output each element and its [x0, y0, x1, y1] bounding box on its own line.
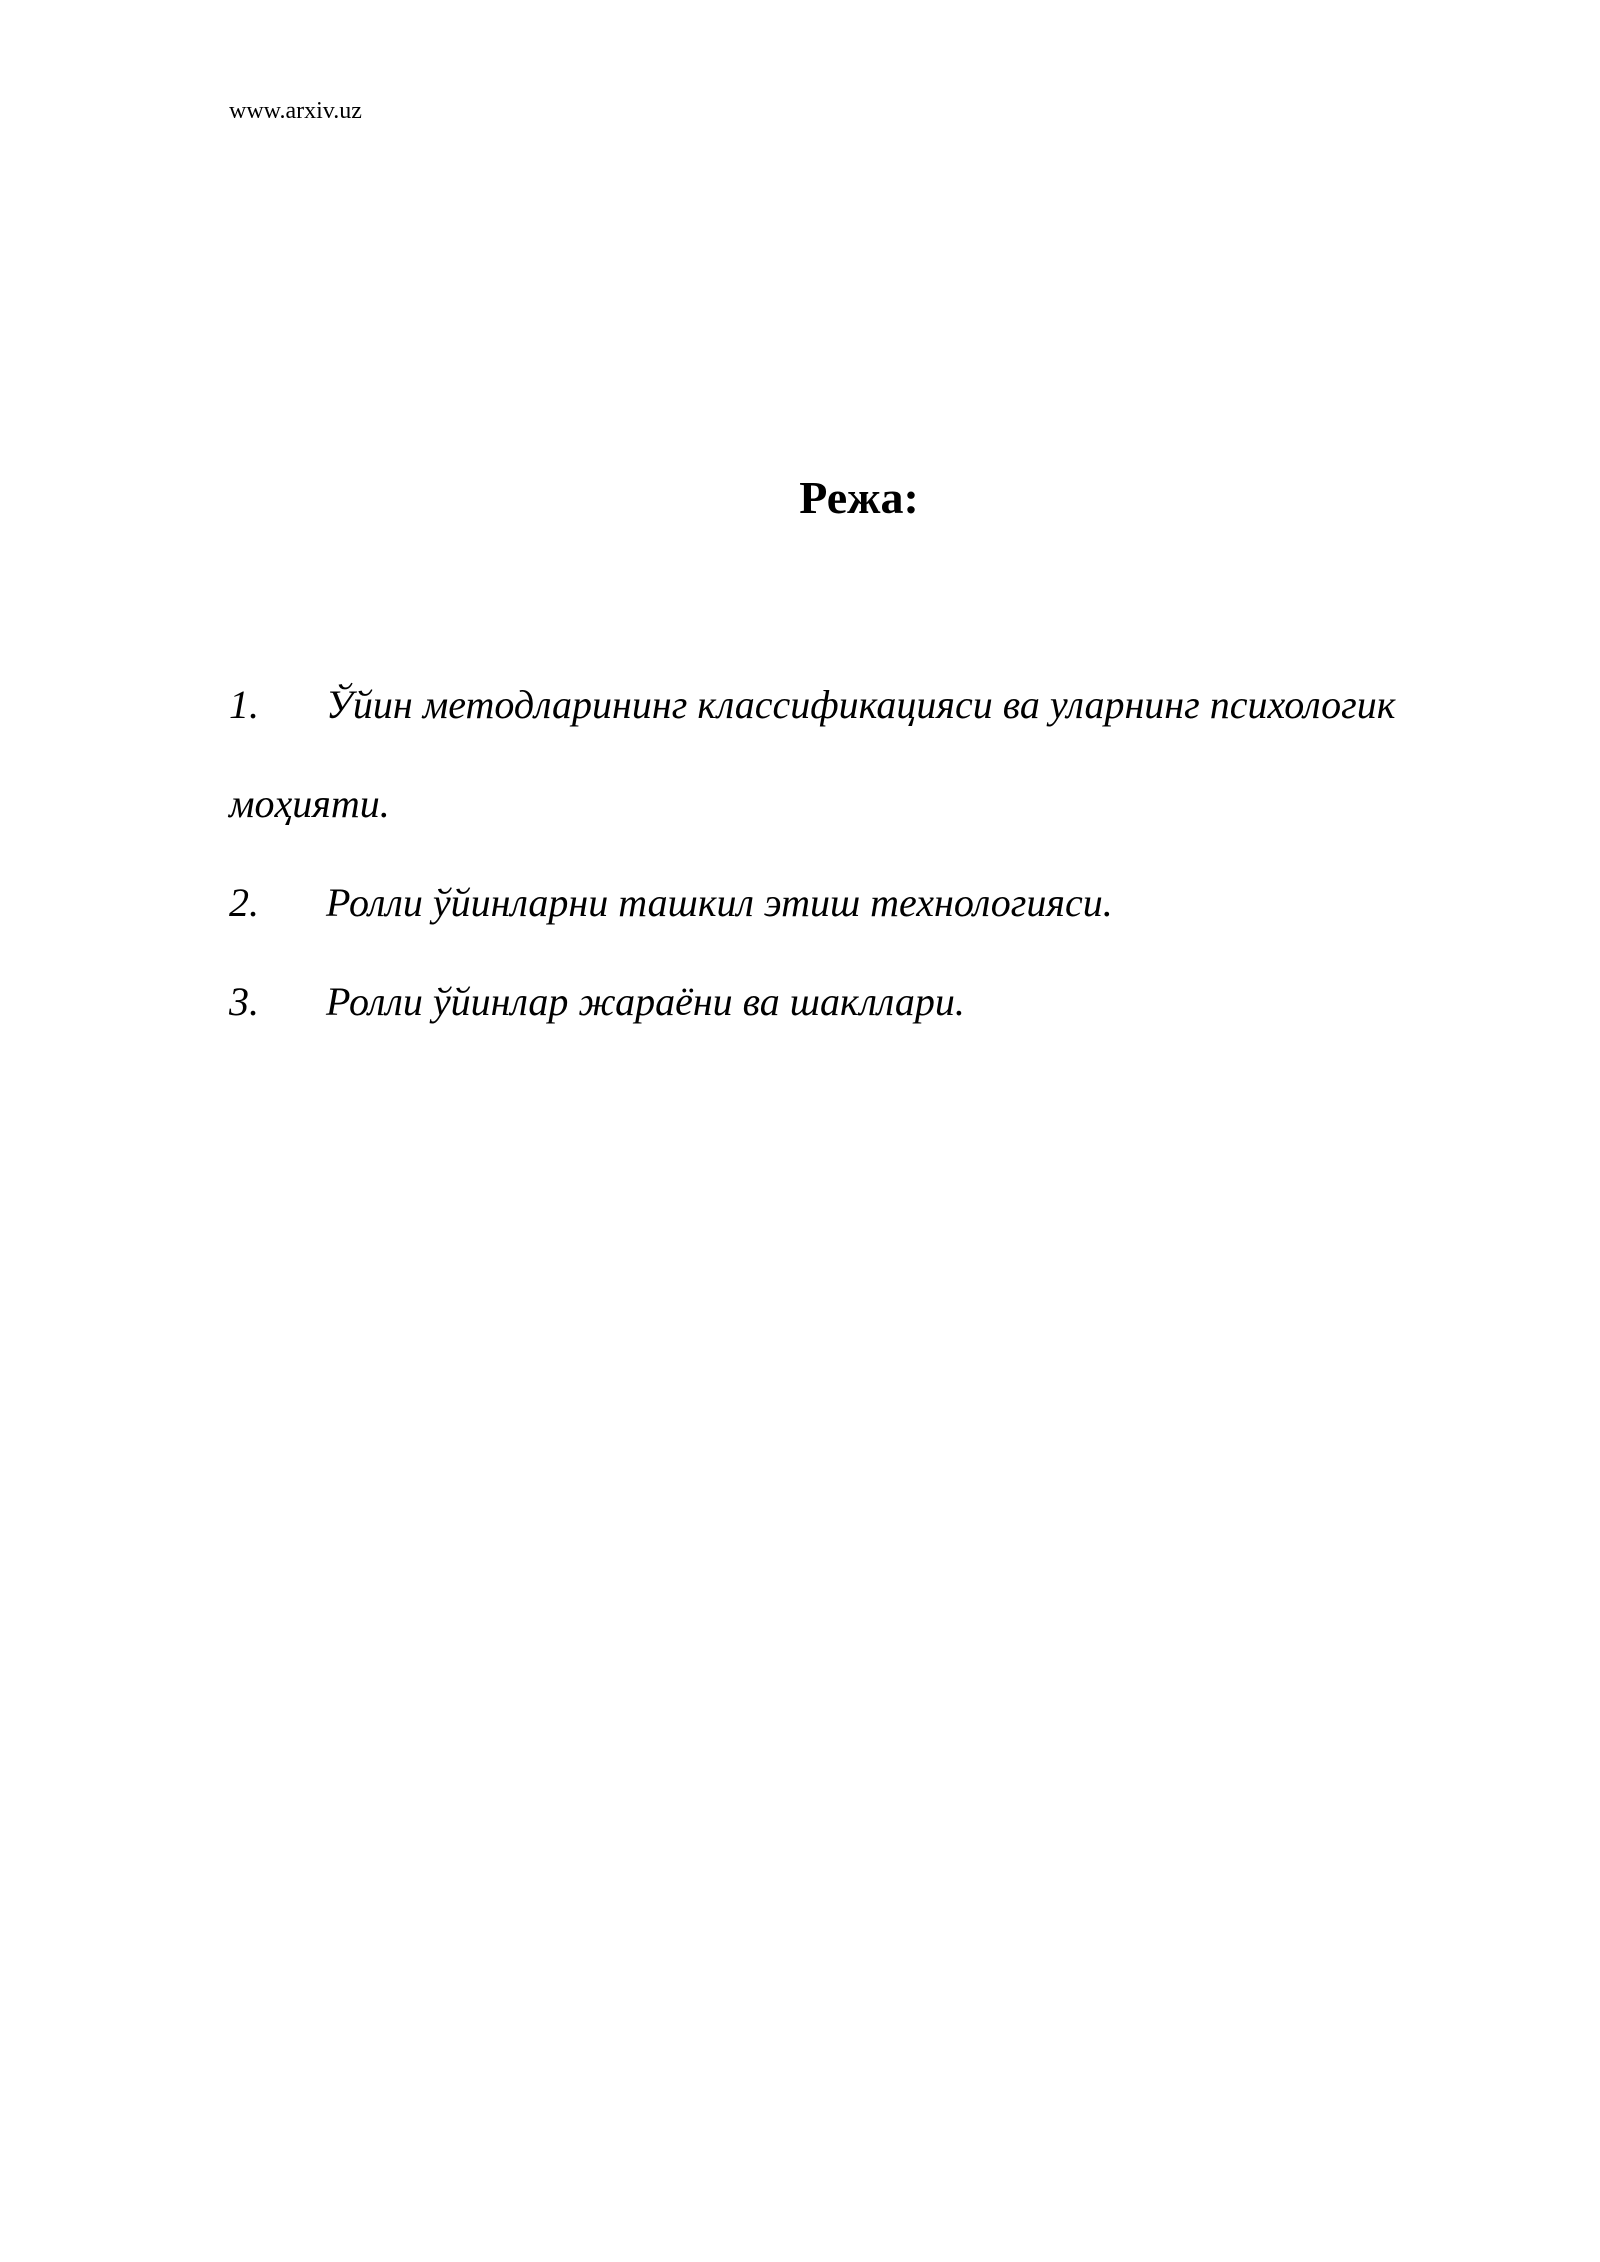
- plan-item: [229, 680, 1489, 829]
- plan-item-text-continuation: моҳияти.: [229, 781, 390, 826]
- plan-item-text: Ўйин методларининг классификацияси ва уларнинг психологик: [326, 682, 1396, 727]
- plan-item-text: Ролли ўйинлар жараёни ва шакллари.: [326, 979, 965, 1024]
- plan-item: [229, 878, 1489, 928]
- plan-item-text: Ролли ўйинларни ташкил этиш технологияси.: [326, 880, 1113, 925]
- plan-item-number: 3.: [229, 979, 259, 1024]
- plan-item: [229, 977, 1489, 1027]
- header-url: www.arxiv.uz: [229, 98, 362, 124]
- plan-list: [229, 680, 1489, 1076]
- plan-item-number: 1.: [229, 682, 259, 727]
- page-title: Режа:: [799, 472, 919, 523]
- plan-item-number: 2.: [229, 880, 259, 925]
